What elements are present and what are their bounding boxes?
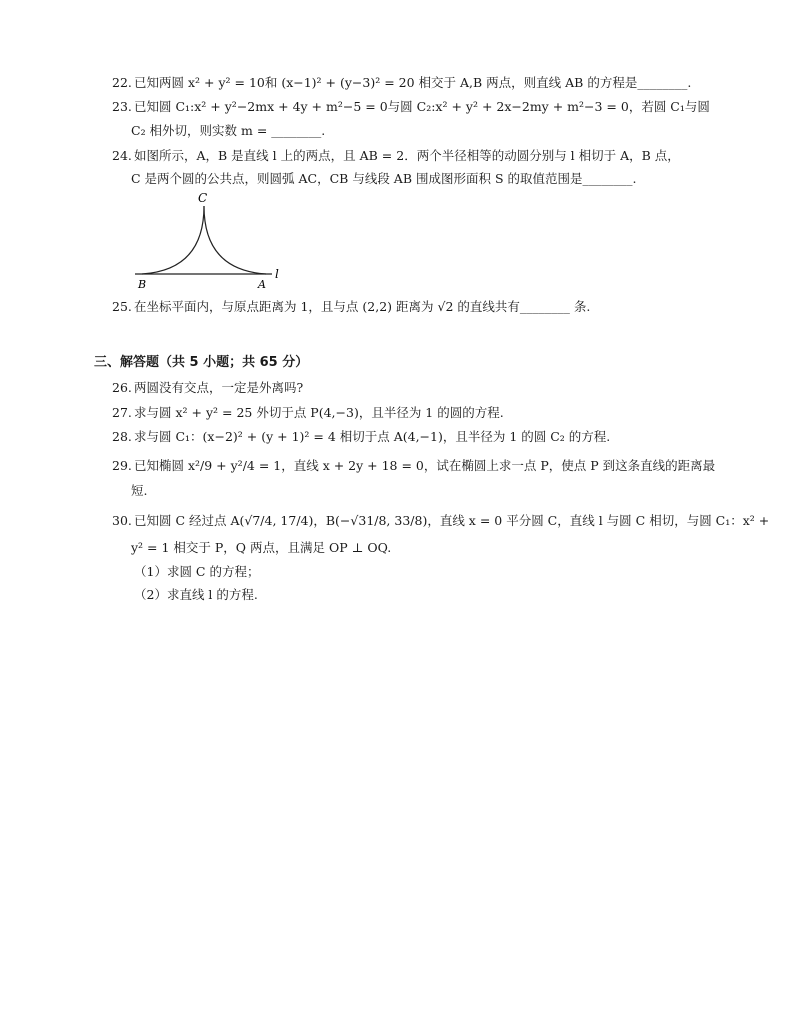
question-text: 求与圆 C₁：(x−2)² + (y + 1)² = 4 相切于点 A(4,−1)，且半径为 1 的圆 C₂ 的方程. — [134, 429, 611, 444]
question-22 — [112, 72, 722, 94]
question-text: 已知圆 C 经过点 A(√7/4, 17/4)，B(−√31/8, 33/8)，直线 x = 0 平分圆 C，直线 l 与圆 C 相切，与圆 C₁：x² + — [134, 513, 770, 528]
question-24-continuation: C 是两个圆的公共点，则圆弧 AC，CB 与线段 AB 围成图形面积 S 的取值范围是________. — [131, 171, 637, 186]
question-number: 24. — [112, 148, 132, 163]
question-number: 22. — [112, 75, 132, 90]
question-30-continuation: y² = 1 相交于 P，Q 两点，且满足 OP ⊥ OQ. — [131, 540, 392, 555]
question-23-continuation: C₂ 相外切，则实数 m = ________. — [131, 123, 326, 138]
question-29-continuation: 短. — [131, 483, 148, 498]
line-l-label: l — [275, 267, 279, 281]
question-text: 在坐标平面内，与原点距离为 1，且与点 (2,2) 距离为 √2 的直线共有________ 条. — [134, 299, 591, 314]
arc-cb — [142, 206, 204, 274]
question-number: 27. — [112, 405, 132, 420]
subpart-1: （1）求圆 C 的方程； — [134, 564, 260, 579]
question-number: 23. — [112, 99, 132, 114]
question-number: 28. — [112, 429, 132, 444]
subpart-2: （2）求直线 l 的方程. — [134, 587, 258, 602]
question-text: 已知椭圆 x²/9 + y²/4 = 1，直线 x + 2y + 18 = 0，试在椭圆上求一点 P，使点 P 到这条直线的距离最 — [134, 458, 716, 473]
point-c-label: C — [198, 191, 208, 205]
question-text: 如图所示，A，B 是直线 l 上的两点，且 AB = 2．两个半径相等的动圆分别与 l 相切于 A，B 点， — [134, 148, 680, 163]
question-number: 25. — [112, 299, 132, 314]
question-27 — [112, 402, 722, 424]
question-text: 两圆没有交点，一定是外离吗? — [134, 380, 304, 395]
question-text: 已知圆 C₁:x² + y²−2mx + 4y + m²−5 = 0与圆 C₂:x² + y² + 2x−2my + m²−3 = 0，若圆 C₁与圆 — [134, 99, 710, 114]
question-number: 29. — [112, 458, 132, 473]
point-b-label: B — [138, 278, 147, 291]
question-text: 已知两圆 x² + y² = 10和 (x−1)² + (y−3)² = 20 相交于 A,B 两点，则直线 AB 的方程是________. — [134, 75, 692, 90]
question-28 — [112, 426, 722, 448]
arc-ac — [204, 206, 266, 274]
question-number: 30. — [112, 513, 132, 528]
tangent-circles-figure — [130, 188, 290, 292]
question-24 — [112, 145, 722, 167]
point-a-label: A — [258, 278, 266, 291]
question-text: 求与圆 x² + y² = 25 外切于点 P(4,−3)，且半径为 1 的圆的方程. — [134, 405, 504, 420]
question-23 — [112, 96, 722, 118]
question-26 — [112, 377, 722, 399]
question-29 — [112, 455, 722, 477]
question-30 — [112, 510, 770, 532]
section-title: 三、解答题（共 5 小题；共 65 分） — [94, 355, 309, 370]
question-25 — [112, 296, 722, 318]
question-number: 26. — [112, 380, 132, 395]
